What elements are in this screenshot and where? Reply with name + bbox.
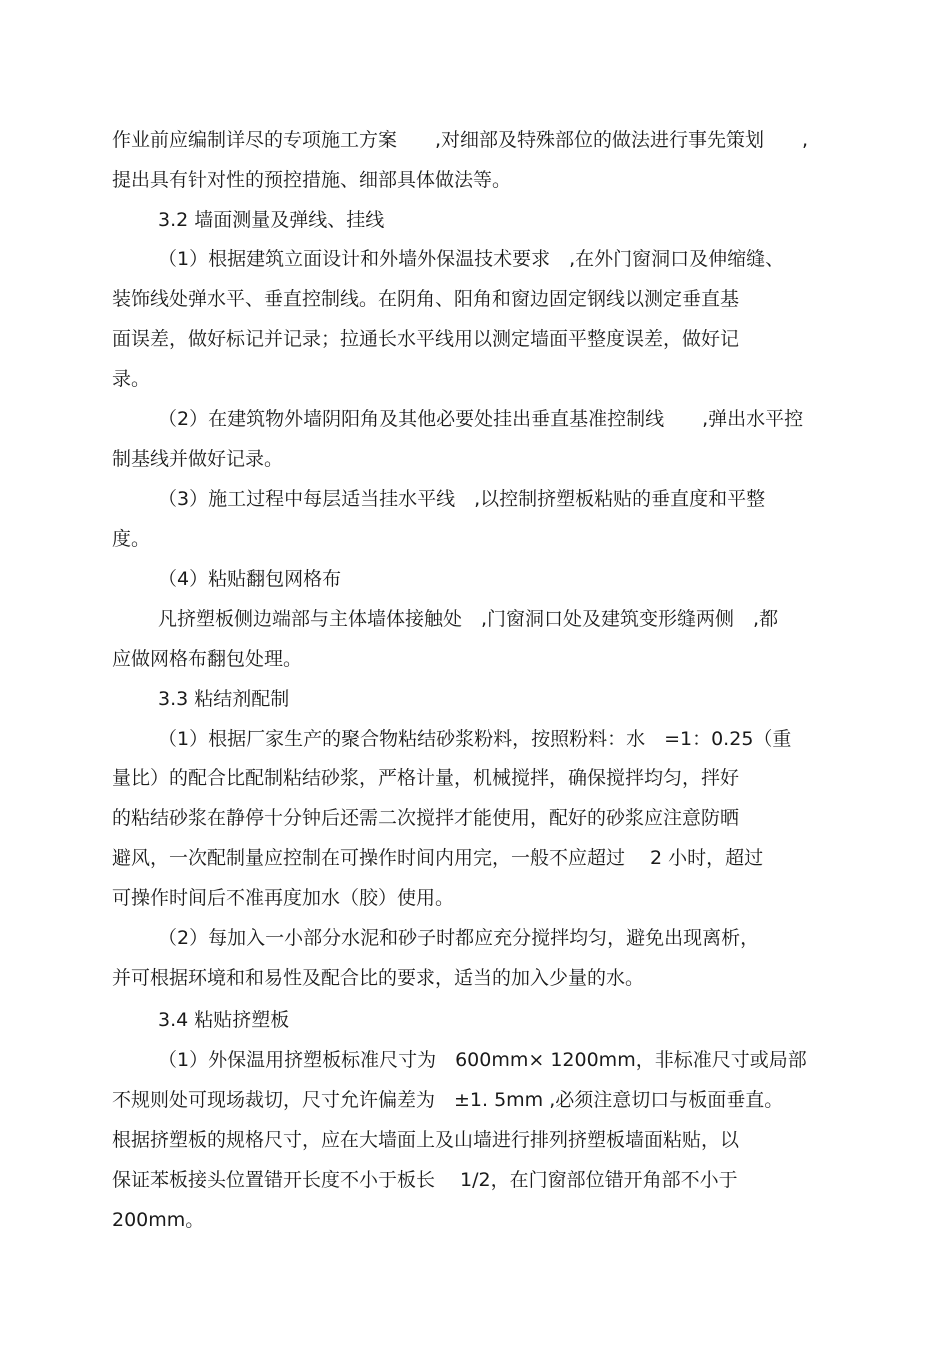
paragraph-line: 录。 bbox=[112, 368, 151, 390]
paragraph-line: 不规则处可现场裁切，尺寸允许偏差为 ±1. 5mm ,必须注意切口与板面垂直。 bbox=[112, 1089, 784, 1111]
paragraph-line: （4）粘贴翻包网格布 bbox=[158, 568, 342, 590]
section-heading-3-2: 3.2 墙面测量及弹线、挂线 bbox=[158, 209, 385, 231]
paragraph-line: 量比）的配合比配制粘结砂浆，严格计量，机械搅拌，确保搅拌均匀，拌好 bbox=[112, 767, 740, 789]
paragraph-line: （1）根据建筑立面设计和外墙外保温技术要求 ,在外门窗洞口及伸缩缝、 bbox=[158, 248, 785, 270]
paragraph-line: （2）在建筑物外墙阴阳角及其他必要处挂出垂直基准控制线 ,弹出水平控 bbox=[158, 408, 804, 430]
paragraph-line: 的粘结砂浆在静停十分钟后还需二次搅拌才能使用，配好的砂浆应注意防晒 bbox=[112, 807, 740, 829]
paragraph-line: 度。 bbox=[112, 528, 151, 550]
paragraph-line: 凡挤塑板侧边端部与主体墙体接触处 ,门窗洞口处及建筑变形缝两侧 ,都 bbox=[158, 608, 779, 630]
paragraph-line: （3）施工过程中每层适当挂水平线 ,以控制挤塑板粘贴的垂直度和平整 bbox=[158, 488, 766, 510]
paragraph-line: 应做网格布翻包处理。 bbox=[112, 648, 303, 670]
paragraph-line: 制基线并做好记录。 bbox=[112, 448, 284, 470]
paragraph-line: 作业前应编制详尽的专项施工方案 ,对细部及特殊部位的做法进行事先策划 , bbox=[112, 129, 809, 151]
paragraph-line: 根据挤塑板的规格尺寸，应在大墙面上及山墙进行排列挤塑板墙面粘贴，以 bbox=[112, 1129, 740, 1151]
paragraph-line: 装饰线处弹水平、垂直控制线。在阴角、阳角和窗边固定钢线以测定垂直基 bbox=[112, 288, 740, 310]
section-heading-3-3: 3.3 粘结剂配制 bbox=[158, 688, 290, 710]
section-heading-3-4: 3.4 粘贴挤塑板 bbox=[158, 1009, 290, 1031]
paragraph-line: （1）外保温用挤塑板标准尺寸为 600mm× 1200mm，非标准尺寸或局部 bbox=[158, 1049, 807, 1071]
paragraph-line: 提出具有针对性的预控措施、细部具体做法等。 bbox=[112, 169, 512, 191]
paragraph-line: （1）根据厂家生产的聚合物粘结砂浆粉料，按照粉料：水 =1：0.25（重 bbox=[158, 728, 792, 750]
paragraph-line: 保证苯板接头位置错开长度不小于板长 1/2，在门窗部位错开角部不小于 bbox=[112, 1169, 738, 1191]
paragraph-line: （2）每加入一小部分水泥和砂子时都应充分搅拌均匀，避免出现离析， bbox=[158, 927, 760, 949]
paragraph-line: 面误差，做好标记并记录；拉通长水平线用以测定墙面平整度误差，做好记 bbox=[112, 328, 740, 350]
paragraph-line: 200mm。 bbox=[112, 1209, 205, 1231]
paragraph-line: 避风，一次配制量应控制在可操作时间内用完，一般不应超过 2 小时，超过 bbox=[112, 847, 764, 869]
paragraph-line: 可操作时间后不准再度加水（胶）使用。 bbox=[112, 887, 455, 909]
paragraph-line: 并可根据环境和和易性及配合比的要求，适当的加入少量的水。 bbox=[112, 967, 645, 989]
